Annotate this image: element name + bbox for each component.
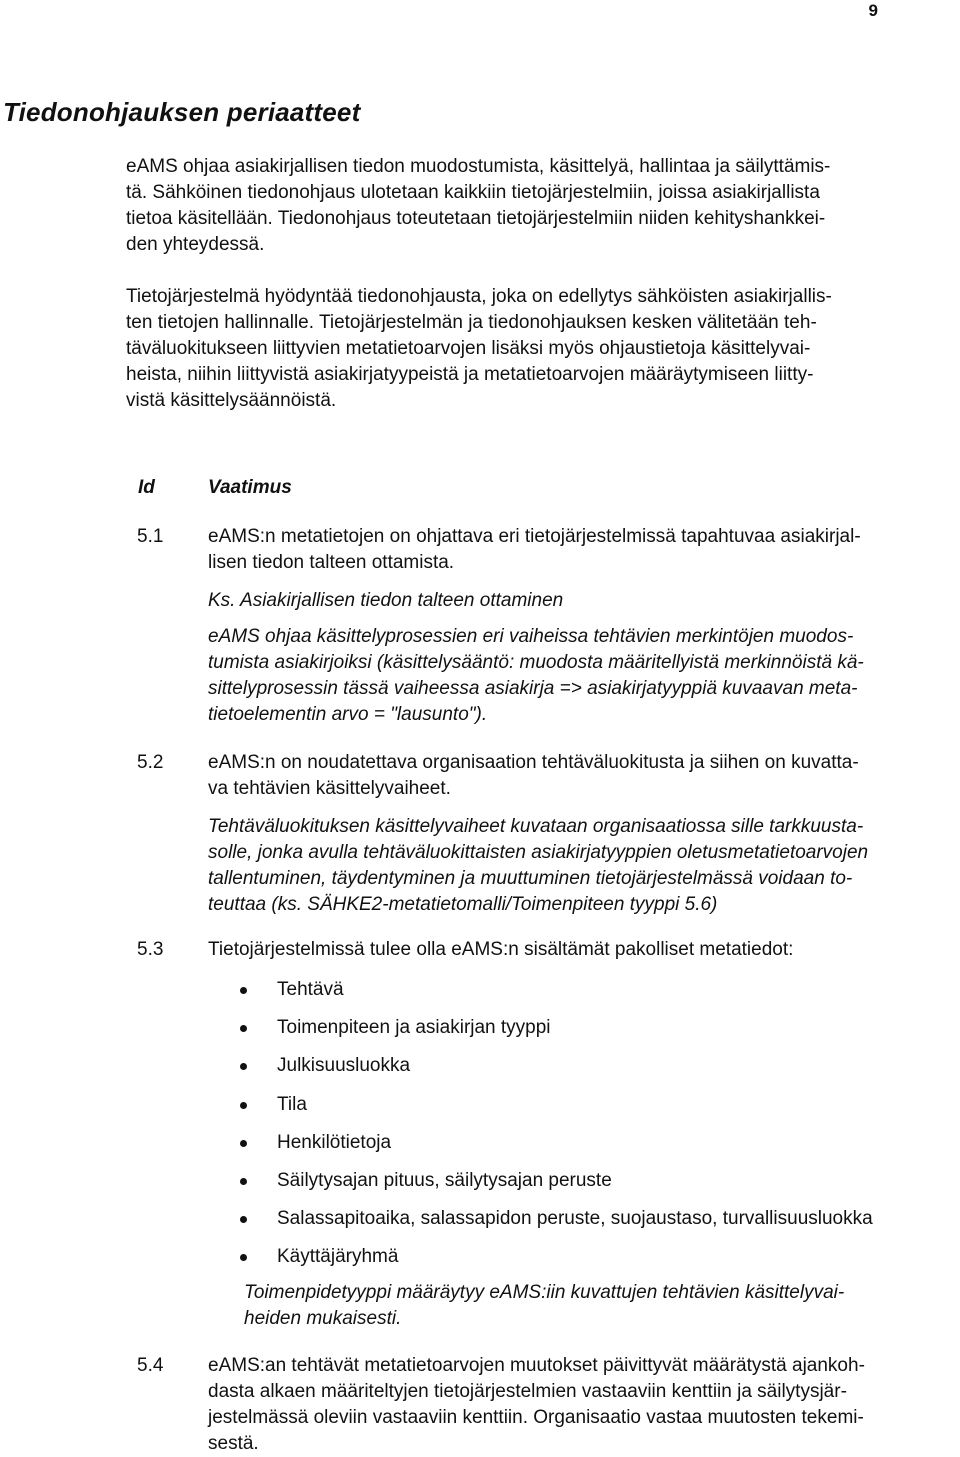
text-line: täväluokitukseen liittyvien metatietoarvojen lisäksi myös ohjaustietoja käsittelyvai- (126, 338, 811, 359)
requirement-id-5-3: 5.3 (137, 939, 164, 960)
requirement-id-5-2: 5.2 (137, 752, 164, 773)
text-line: den yhteydessä. (126, 234, 265, 255)
text-line: eAMS:n on noudatettava organisaation tehtäväluokitusta ja siihen on kuvatta- (208, 752, 859, 773)
intro-paragraph-2 (126, 284, 946, 414)
text-line: tietoelementin arvo = "lausunto"). (208, 704, 488, 725)
requirements-header-label: Vaatimus (208, 477, 292, 498)
requirement-note-ref-5-1 (208, 588, 958, 614)
text-line: eAMS:n metatietojen on ohjattava eri tietojärjestelmissä tapahtuvaa asiakirjal- (208, 526, 861, 547)
text-line: teuttaa (ks. SÄHKE2-metatietomalli/Toimenpiteen tyyppi 5.6) (208, 894, 718, 915)
requirement-text-5-2 (208, 750, 958, 802)
requirement-note-5-1 (208, 624, 958, 728)
text-line: eAMS ohjaa asiakirjallisen tiedon muodostumista, käsittelyä, hallintaa ja säilyttämis- (126, 156, 831, 177)
requirement-text-5-4 (208, 1353, 958, 1457)
text-line: va tehtävien käsittelyvaiheet. (208, 778, 451, 799)
bullet-icon (240, 1178, 247, 1185)
text-line: sestä. (208, 1433, 259, 1454)
list-item-label: Säilytysajan pituus, säilytysajan peruste (277, 1169, 612, 1191)
requirement-note-5-3 (244, 1280, 944, 1332)
intro-paragraph-1 (126, 154, 946, 258)
list-item-label: Tehtävä (277, 979, 344, 1000)
text-line: tumista asiakirjoiksi (käsittelysääntö: muodosta määritellyistä merkinnöistä kä- (208, 652, 864, 673)
page-title: Tiedonohjauksen periaatteet (3, 97, 361, 127)
requirements-header-id: Id (138, 477, 155, 498)
bullet-icon (240, 1254, 247, 1261)
requirement-note-5-2 (208, 814, 958, 918)
requirement-text-5-1 (208, 524, 958, 576)
list-item (240, 1244, 873, 1282)
list-item-label: Henkilötietoja (277, 1131, 392, 1153)
text-line: eAMS:an tehtävät metatietoarvojen muutokset päivittyvät määrätystä ajankoh- (208, 1355, 865, 1376)
bullet-icon (240, 1063, 247, 1070)
metadata-bullet-list (240, 977, 873, 1283)
bullet-icon (240, 987, 247, 994)
text-line: tallentuminen, täydentyminen ja muuttuminen tietojärjestelmässä voidaan to- (208, 868, 853, 889)
text-line: Tehtäväluokituksen käsittelyvaiheet kuvataan organisaatiossa sille tarkkuusta- (208, 816, 864, 837)
bullet-icon (240, 1140, 247, 1147)
text-line: tietoa käsitellään. Tiedonohjaus toteutetaan tietojärjestelmiin niiden kehityshankkei- (126, 208, 826, 229)
text-line: eAMS ohjaa käsittelyprosessien eri vaiheissa tehtävien merkintöjen muodos- (208, 626, 854, 647)
requirement-text-5-3 (208, 937, 958, 963)
list-item-label: Tila (277, 1093, 307, 1115)
text-line: Tietojärjestelmä hyödyntää tiedonohjausta, joka on edellytys sähköisten asiakirjallis- (126, 286, 832, 307)
bullet-icon (240, 1025, 247, 1032)
list-item (240, 1206, 873, 1244)
bullet-icon (240, 1216, 247, 1223)
list-item (240, 1130, 873, 1168)
list-item-label: Julkisuusluokka (277, 1055, 411, 1077)
text-line: tä. Sähköinen tiedonohjaus ulotetaan kaikkiin tietojärjestelmiin, joissa asiakirjallista (126, 182, 820, 203)
text-line: jestelmässä oleviin vastaaviin kenttiin. Organisaatio vastaa muutosten tekemi- (208, 1407, 864, 1428)
text-line: Toimenpidetyyppi määräytyy eAMS:iin kuvattujen tehtävien käsittelyvai- (244, 1282, 845, 1303)
text-line: sittelyprosessin tässä vaiheessa asiakirja => asiakirjatyyppiä kuvaavan meta- (208, 678, 858, 699)
text-line: heiden mukaisesti. (244, 1308, 402, 1329)
list-item (240, 1092, 873, 1130)
list-item-label: Salassapitoaika, salassapidon peruste, suojaustaso, turvallisuusluokka (277, 1208, 873, 1230)
text-line: Tietojärjestelmissä tulee olla eAMS:n sisältämät pakolliset metatiedot: (208, 939, 794, 960)
text-line: Ks. Asiakirjallisen tiedon talteen ottaminen (208, 590, 564, 611)
requirement-id-5-1: 5.1 (137, 526, 164, 547)
requirement-id-5-4: 5.4 (137, 1355, 164, 1376)
text-line: vistä käsittelysäännöistä. (126, 390, 337, 411)
text-line: heista, niihin liittyvistä asiakirjatyypeistä ja metatietoarvojen määräytymiseen liitty- (126, 364, 814, 385)
list-item-label: Käyttäjäryhmä (277, 1246, 399, 1268)
list-item (240, 977, 873, 1015)
text-line: ten tietojen hallinnalle. Tietojärjestelmän ja tiedonohjauksen kesken välitetään teh- (126, 312, 817, 333)
page-number: 9 (868, 1, 878, 20)
text-line: dasta alkaen määriteltyjen tietojärjestelmien vastaaviin kenttiin ja säilytysjär- (208, 1381, 847, 1402)
list-item (240, 1053, 873, 1091)
list-item (240, 1168, 873, 1206)
list-item (240, 1015, 873, 1053)
text-line: lisen tiedon talteen ottamista. (208, 552, 455, 573)
bullet-icon (240, 1102, 247, 1109)
list-item-label: Toimenpiteen ja asiakirjan tyyppi (277, 1017, 551, 1039)
text-line: solle, jonka avulla tehtäväluokittaisten asiakirjatyyppien oletusmetatietoarvojen (208, 842, 869, 863)
